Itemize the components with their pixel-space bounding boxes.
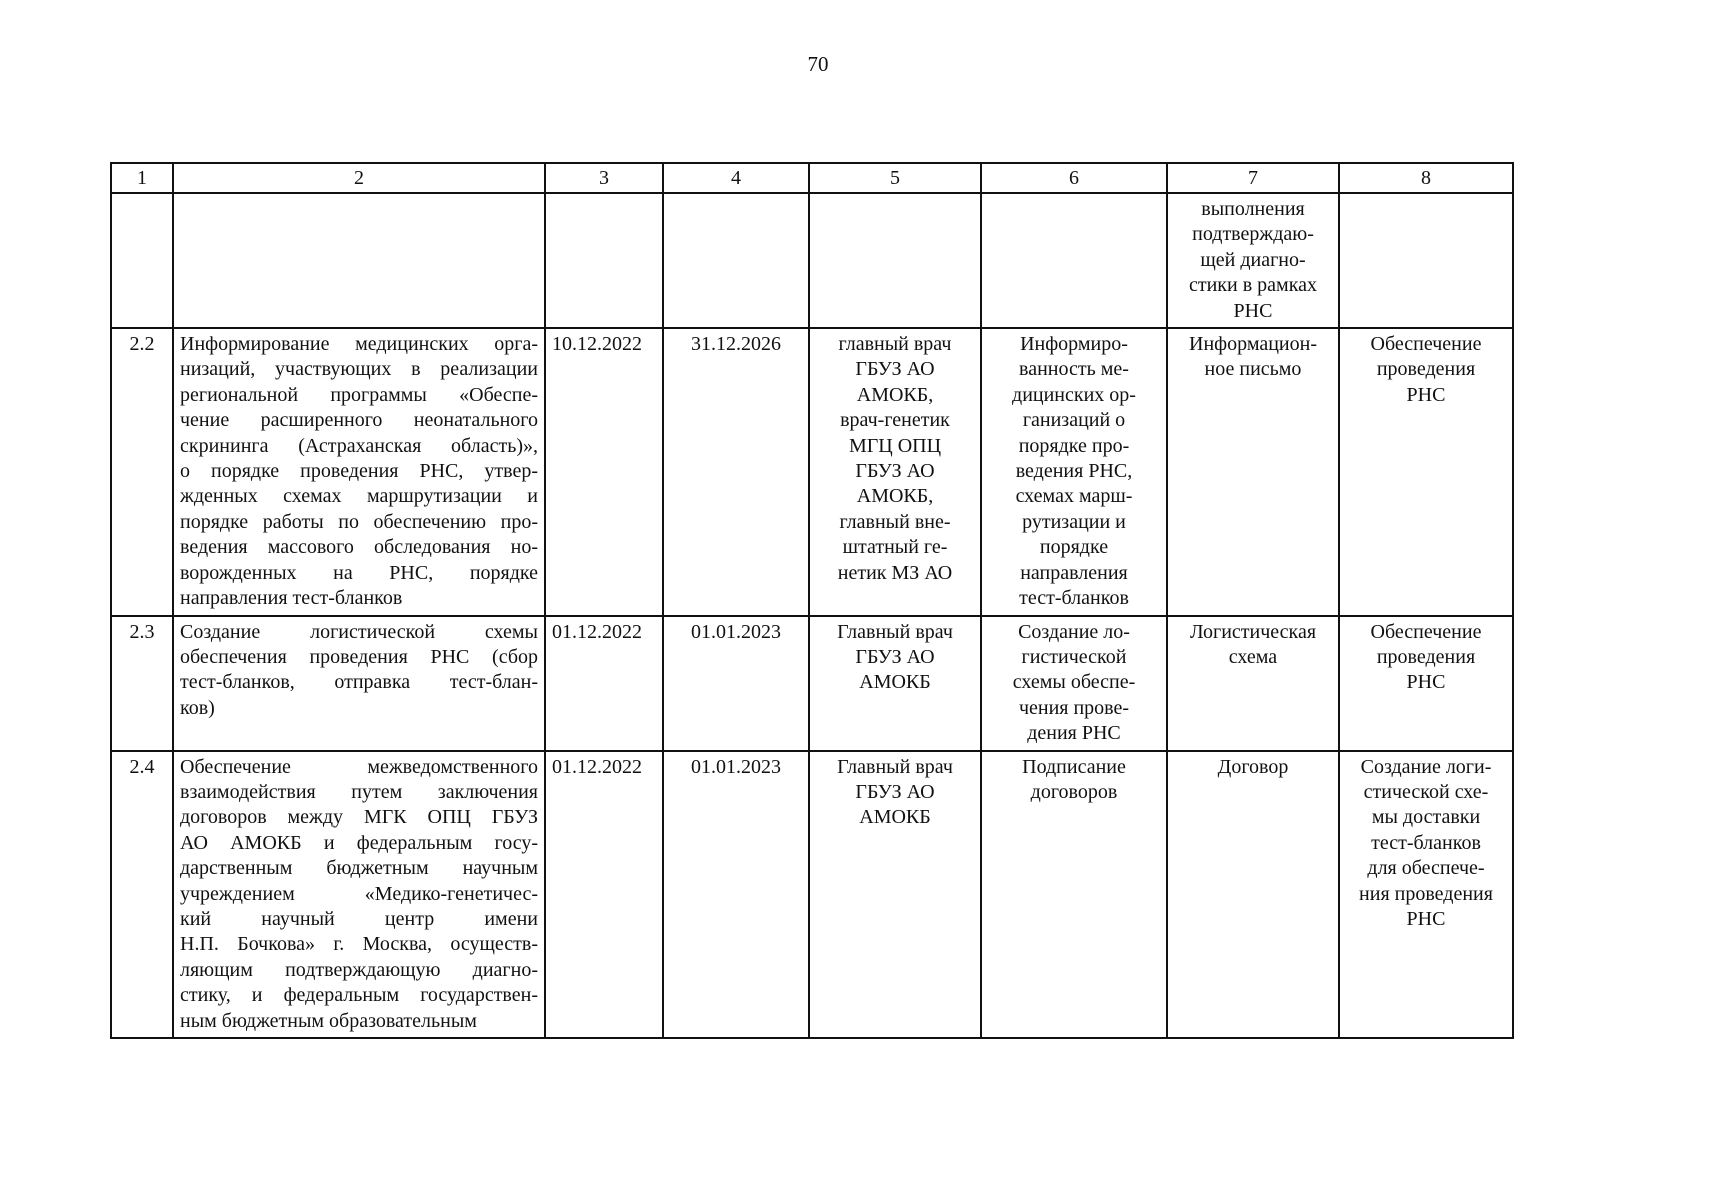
- cell-text-line: ГБУЗ АО: [855, 358, 935, 381]
- result-cell: [981, 616, 1167, 751]
- cell-text-line: Информацион-: [1189, 333, 1317, 356]
- column-header: 7: [1167, 163, 1339, 193]
- cell-text-line: проведения: [1376, 358, 1476, 381]
- cell-text-line: Создание ло-: [1018, 620, 1130, 643]
- cell-text-line: скрининга (Астраханская область)»,: [180, 434, 538, 457]
- page-number: 70: [807, 52, 829, 76]
- table-row: [111, 616, 1513, 751]
- cell-text-line: Логистическая: [1189, 620, 1317, 643]
- cell-text-line: Обеспечение: [1370, 620, 1482, 643]
- cell-text-line: дицинских ор-: [1012, 383, 1136, 406]
- column-header: 2: [173, 163, 545, 193]
- cell-text-line: дарственным бюджетным научным: [180, 857, 538, 880]
- cell-text-line: о порядке проведения РНС, утвер-: [180, 460, 538, 483]
- cell-text-line: Н.П. Бочкова» г. Москва, осуществ-: [180, 933, 538, 956]
- goal-cell: [1339, 193, 1513, 328]
- cell-text-line: РНС: [1406, 383, 1446, 406]
- cell-text-line: ГБУЗ АО: [855, 780, 935, 803]
- cell-text-line: гистической: [1021, 645, 1127, 668]
- cell-text-line: АО АМОКБ и федеральным госу-: [180, 831, 538, 854]
- cell-text-line: ванность ме-: [1019, 358, 1129, 381]
- cell-text-line: РНС: [1406, 671, 1446, 694]
- cell-text-line: взаимодействия путем заключения: [180, 780, 538, 803]
- row-number-cell: 2.2: [111, 328, 173, 615]
- cell-text-line: ГБУЗ АО: [855, 460, 935, 483]
- cell-text-line: учреждением «Медико-генетичес-: [180, 882, 538, 905]
- cell-text-line: стику, и федеральным государствен-: [180, 984, 538, 1007]
- start-date-cell: 10.12.2022: [545, 328, 663, 615]
- description-cell: [173, 616, 545, 751]
- document-cell: [1167, 616, 1339, 751]
- cell-text-line: кий научный центр имени: [180, 907, 538, 930]
- document-cell: [1167, 193, 1339, 328]
- cell-text-line: тест-бланков, отправка тест-блан-: [180, 671, 538, 694]
- column-header: 4: [663, 163, 809, 193]
- start-date-cell: 01.12.2022: [545, 616, 663, 751]
- goal-cell: [1339, 751, 1513, 1038]
- result-cell: [981, 751, 1167, 1038]
- cell-text-line: ведения РНС,: [1015, 460, 1133, 483]
- description-cell: [173, 751, 545, 1038]
- row-number-cell: [111, 193, 173, 328]
- cell-text-line: схемы обеспе-: [1012, 671, 1136, 694]
- end-date-cell: 01.01.2023: [663, 616, 809, 751]
- responsible-cell: [809, 751, 981, 1038]
- column-header: 1: [111, 163, 173, 193]
- cell-text-line: схема: [1228, 645, 1278, 668]
- column-header: 6: [981, 163, 1167, 193]
- cell-text-line: Создание логи-: [1360, 755, 1492, 778]
- cell-text-line: Создание логистической схемы: [180, 620, 538, 643]
- cell-text-line: ведения массового обследования но-: [180, 536, 538, 559]
- cell-text-line: чение расширенного неонатального: [180, 409, 538, 432]
- cell-text-line: для обеспече-: [1367, 857, 1485, 880]
- document-cell: [1167, 328, 1339, 615]
- cell-text-line: РНС: [1406, 907, 1446, 930]
- cell-text-line: порядке про-: [1018, 434, 1130, 457]
- cell-text-line: Информиро-: [1020, 333, 1128, 356]
- cell-text-line: нетик МЗ АО: [837, 561, 953, 584]
- cell-text-line: АМОКБ,: [856, 383, 934, 406]
- cell-text-line: АМОКБ,: [856, 485, 934, 508]
- table-row: [111, 328, 1513, 615]
- cell-text-line: Информирование медицинских орга-: [180, 333, 538, 356]
- cell-text-line: Обеспечение межведомственного: [180, 755, 538, 778]
- description-cell: [173, 328, 545, 615]
- cell-text-line: порядке: [1039, 536, 1109, 559]
- end-date-cell: 31.12.2026: [663, 328, 809, 615]
- cell-text-line: тест-бланков: [1371, 831, 1481, 854]
- cell-text-line: подтверждаю-: [1192, 223, 1314, 246]
- start-date-cell: [545, 193, 663, 328]
- cell-text-line: региональной программы «Обеспе-: [180, 383, 538, 406]
- cell-text-line: АМОКБ: [859, 806, 931, 829]
- cell-text-line: ния проведения: [1359, 882, 1493, 905]
- cell-text-line: выполнения: [1201, 198, 1305, 220]
- cell-text-line: жденных схемах маршрутизации и: [180, 485, 538, 508]
- cell-text-line: щей диагно-: [1200, 248, 1306, 271]
- table-row: [111, 751, 1513, 1038]
- cell-text-line: АМОКБ: [859, 671, 931, 694]
- cell-text-line: схемах марш-: [1015, 485, 1133, 508]
- cell-text-line: низаций, участвующих в реализации: [180, 358, 538, 381]
- cell-text-line: стической схе-: [1363, 780, 1489, 803]
- responsible-cell: [809, 193, 981, 328]
- column-header: 8: [1339, 163, 1513, 193]
- cell-text-line: договоров: [1030, 780, 1118, 803]
- cell-text-line: Обеспечение: [1370, 333, 1482, 356]
- cell-text-line: ное письмо: [1204, 358, 1302, 381]
- row-number-cell: 2.3: [111, 616, 173, 751]
- cell-text-line: чения прове-: [1018, 696, 1130, 719]
- description-cell: [173, 193, 545, 328]
- cell-text-line: МГЦ ОПЦ: [848, 434, 942, 457]
- end-date-cell: 01.01.2023: [663, 751, 809, 1038]
- cell-text-line: мы доставки: [1371, 806, 1481, 829]
- row-number-cell: 2.4: [111, 751, 173, 1038]
- cell-text-line: дения РНС: [1027, 722, 1121, 745]
- goal-cell: [1339, 616, 1513, 751]
- cell-text-line: обеспечения проведения РНС (сбор: [180, 645, 538, 668]
- cell-text-line: ворожденных на РНС, порядке: [180, 561, 538, 584]
- responsible-cell: [809, 616, 981, 751]
- cell-text-line: Договор: [1217, 755, 1289, 778]
- document-cell: [1167, 751, 1339, 1038]
- result-cell: [981, 328, 1167, 615]
- column-header: 3: [545, 163, 663, 193]
- cell-text-line: штатный ге-: [842, 536, 948, 559]
- cell-text-line: договоров между МГК ОПЦ ГБУЗ: [180, 806, 538, 829]
- cell-text-line: проведения: [1376, 645, 1476, 668]
- end-date-cell: [663, 193, 809, 328]
- cell-text-line: РНС: [1233, 299, 1273, 322]
- cell-text-line: врач-генетик: [840, 409, 950, 432]
- cell-text-line: Главный врач: [837, 620, 953, 643]
- table-row: [111, 193, 1513, 328]
- start-date-cell: 01.12.2022: [545, 751, 663, 1038]
- column-header: 5: [809, 163, 981, 193]
- cell-text-line: ным бюджетным образовательным: [180, 1009, 477, 1032]
- cell-text-line: направления: [1020, 561, 1128, 584]
- responsible-cell: [809, 328, 981, 615]
- cell-text-line: главный врач: [838, 333, 952, 356]
- cell-text-line: рутизации и: [1022, 510, 1126, 533]
- cell-text-line: ляющим подтверждающую диагно-: [180, 958, 538, 981]
- plan-table: [110, 162, 1514, 1039]
- cell-text-line: тест-бланков: [1019, 587, 1129, 610]
- cell-text-line: стики в рамках: [1188, 274, 1317, 297]
- cell-text-line: ганизаций о: [1022, 409, 1126, 432]
- cell-text-line: порядке работы по обеспечению про-: [180, 510, 538, 533]
- header-row: [111, 163, 1513, 193]
- cell-text-line: ГБУЗ АО: [855, 645, 935, 668]
- cell-text-line: направления тест-бланков: [180, 587, 403, 610]
- cell-text-line: главный вне-: [839, 510, 951, 533]
- cell-text-line: Главный врач: [837, 755, 953, 778]
- cell-text-line: Подписание: [1022, 755, 1126, 778]
- cell-text-line: ков): [180, 696, 215, 719]
- goal-cell: [1339, 328, 1513, 615]
- result-cell: [981, 193, 1167, 328]
